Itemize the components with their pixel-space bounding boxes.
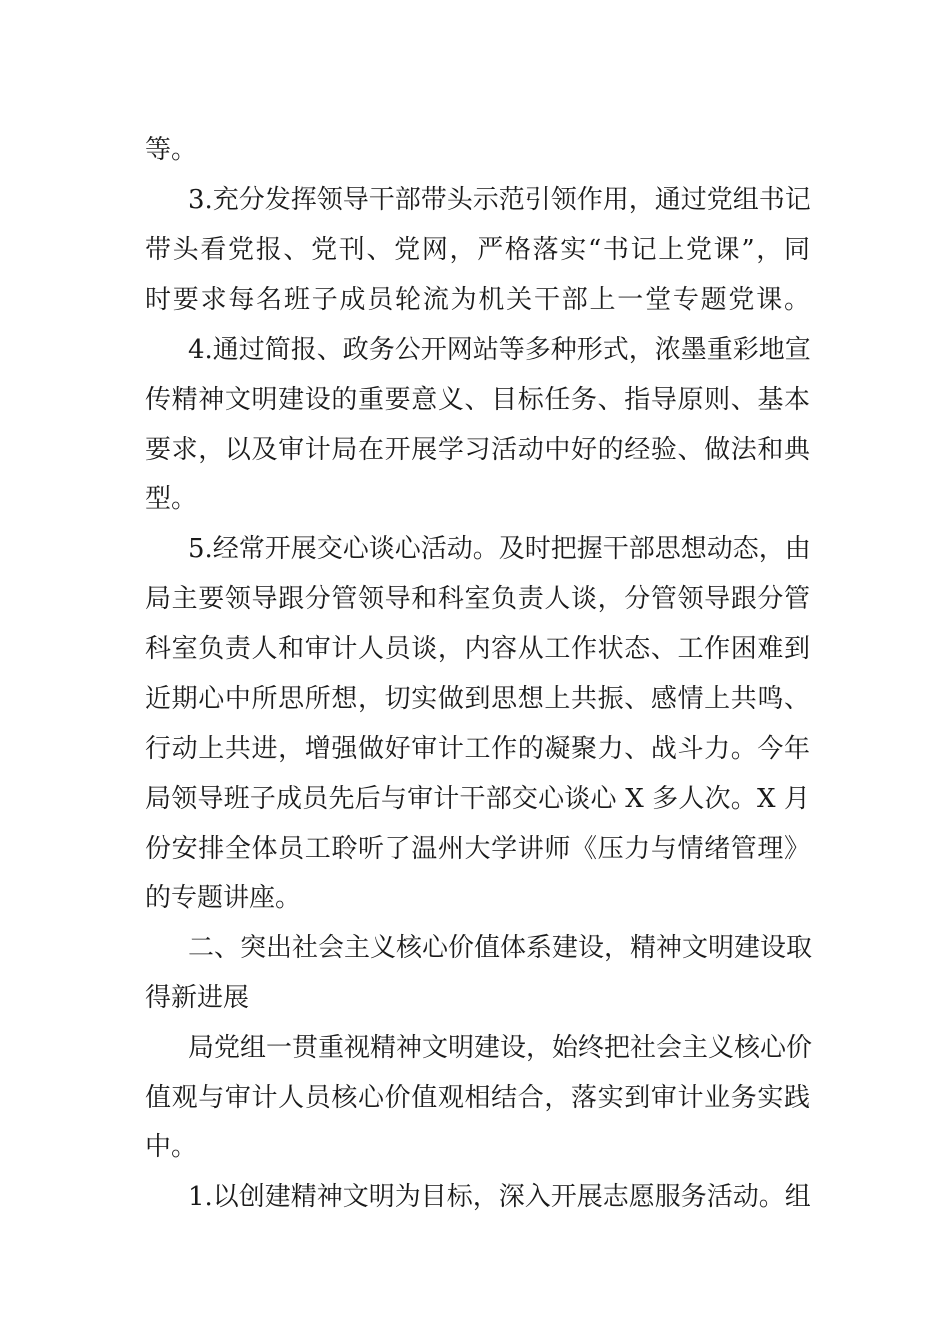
section-heading-line: 二、突出社会主义核心价值体系建设，精神文明建设取 xyxy=(188,933,813,963)
text-line: 行动上共进，增强做好审计工作的凝聚力、战斗力。今年 xyxy=(145,734,810,764)
paragraph-line: 局党组一贯重视精神文明建设，始终把社会主义核心价 xyxy=(188,1033,813,1063)
text-line: 中。 xyxy=(145,1132,198,1162)
text-line: 要求，以及审计局在开展学习活动中好的经验、做法和典 xyxy=(145,435,810,465)
paragraph-line: 3.充分发挥领导干部带头示范引领作用，通过党组书记 xyxy=(188,185,811,215)
text-line: 局主要领导跟分管领导和科室负责人谈，分管领导跟分管 xyxy=(145,584,810,614)
text-line: 的专题讲座。 xyxy=(145,883,302,913)
text-line: 传精神文明建设的重要意义、目标任务、指导原则、基本 xyxy=(145,385,810,415)
paragraph-line: 1.以创建精神文明为目标，深入开展志愿服务活动。组 xyxy=(188,1182,811,1212)
text-line: 值观与审计人员核心价值观相结合，落实到审计业务实践 xyxy=(145,1083,810,1113)
section-heading-line: 得新进展 xyxy=(145,983,250,1013)
paragraph-line: 4.通过简报、政务公开网站等多种形式，浓墨重彩地宣 xyxy=(188,335,811,365)
paragraph-line: 5.经常开展交心谈心活动。及时把握干部思想动态，由 xyxy=(188,534,811,564)
text-line: 带头看党报、党刊、党网，严格落实“书记上党课”，同 xyxy=(145,235,810,265)
text-line: 时要求每名班子成员轮流为机关干部上一堂专题党课。 xyxy=(145,285,810,315)
text-line: 近期心中所思所想，切实做到思想上共振、感情上共鸣、 xyxy=(145,684,810,714)
text-line: 科室负责人和审计人员谈，内容从工作状态、工作困难到 xyxy=(145,634,810,664)
text-line: 份安排全体员工聆听了温州大学讲师《压力与情绪管理》 xyxy=(145,834,810,864)
text-line: 局领导班子成员先后与审计干部交心谈心 X 多人次。X 月 xyxy=(145,784,810,814)
text-line: 型。 xyxy=(145,484,198,514)
text-line: 等。 xyxy=(145,135,198,165)
